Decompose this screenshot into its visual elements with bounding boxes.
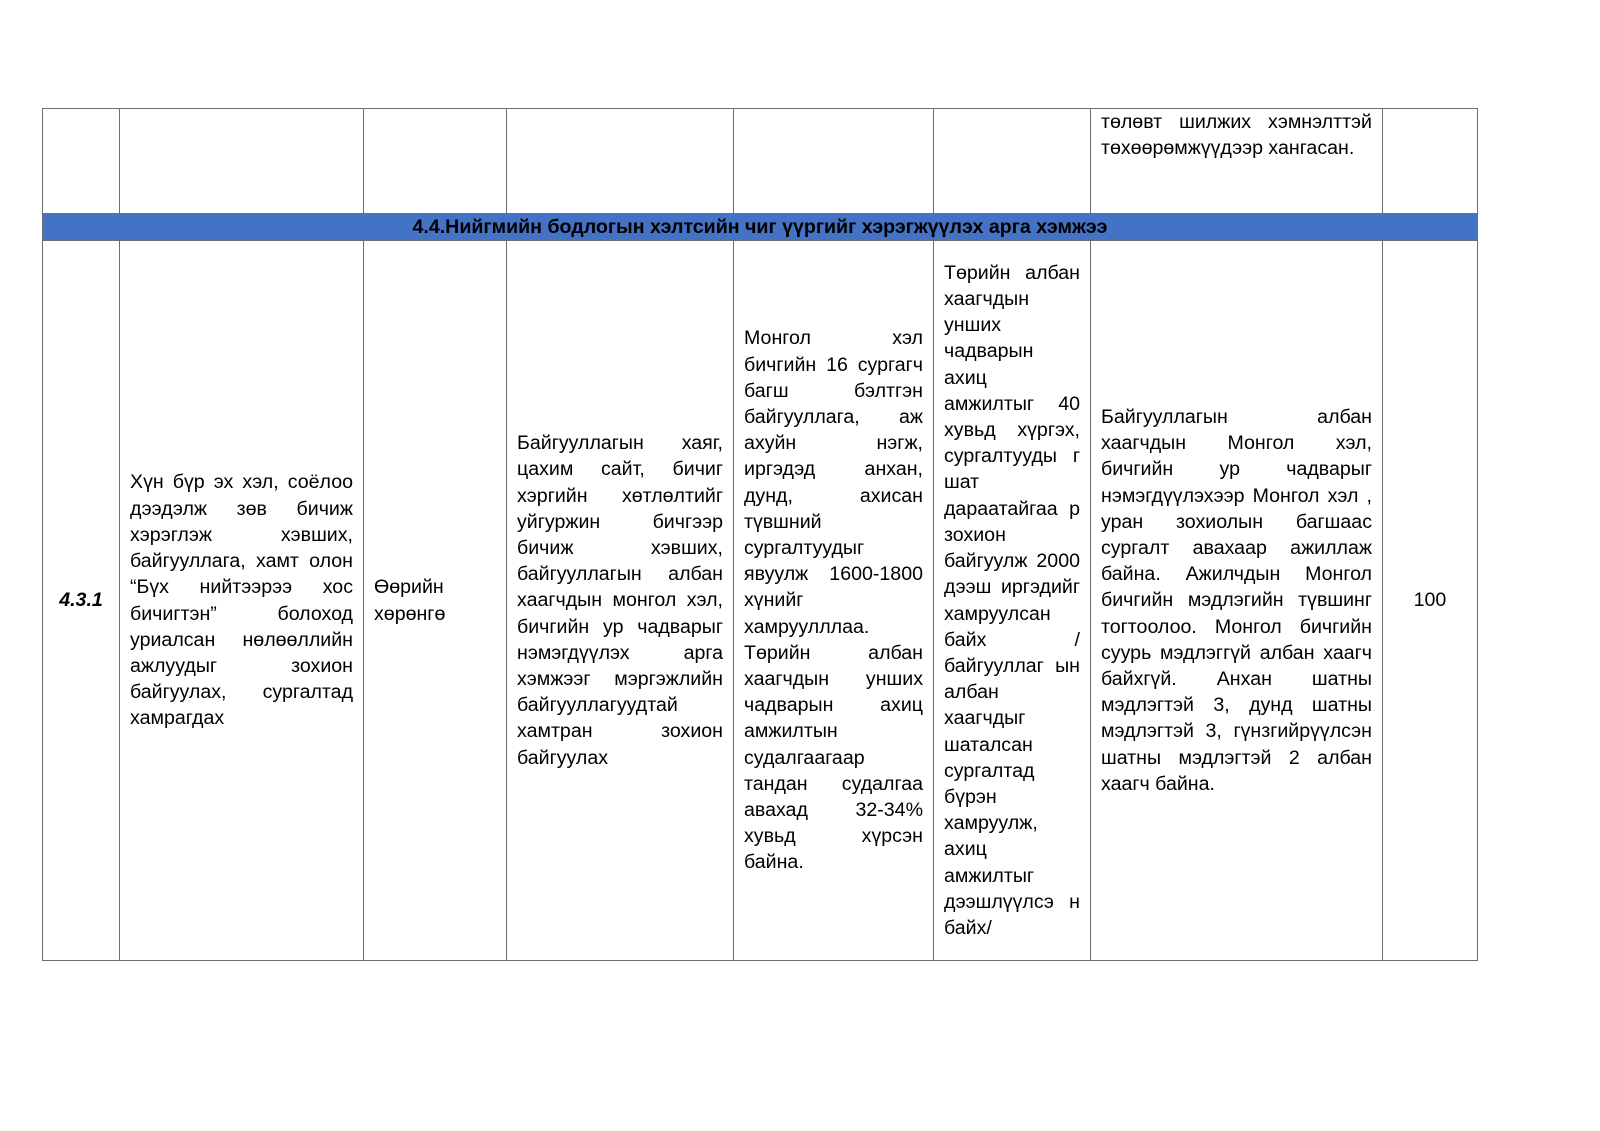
cell-empty [120, 109, 364, 214]
table-row [43, 241, 1478, 961]
funding-cell: Өөрийн хөрөнгө [364, 241, 507, 961]
continued-row [43, 109, 1478, 214]
percent-cell: 100 [1383, 241, 1478, 961]
target-cell: Төрийн албан хаагчдын унших чадварын ахиц амжилтыг 40 хувьд хүргэх, сургалтууды г шат дараатайгаа р зохион байгуулж 2000 дээш иргэдийг хамруулсан байх /байгууллаг ын албан хаагчдыг шаталсан сургалтад бүрэн хамруулж, ахиц амжилтыг дээшлүүлсэ н байх/ [934, 241, 1091, 961]
cell-empty [364, 109, 507, 214]
continued-result-cell [1091, 109, 1383, 214]
result-cell: Байгууллагын албан хаагчдын Монгол хэл, бичгийн ур чадварыг нэмэгдүүлэхээр Монгол хэл , уран зохиолын багшаас сургалт авахаар ажиллаж байна. Ажилчдын Монгол бичгийн мэдлэгийн түвшинг тогтоолоо. Монгол бичгийн суурь мэдлэггүй албан хаагч байхгүй. Анхан шатны мэдлэгтэй 3, дунд шатны мэдлэгтэй 3, гүнзгийрүүлсэн шатны мэдлэгтэй 2 албан хаагч байна. [1091, 241, 1383, 961]
cell-empty [507, 109, 734, 214]
cell-empty [734, 109, 934, 214]
objective-cell: Хүн бүр эх хэл, соёлоо дээдэлж зөв бичиж хэрэглэж хэвших, байгууллага, хамт олон “Бүх нийтээрээ хос бичигтэн” болоход уриалсан нөлөөллийн ажлуудыг зохион байгуулах, сургалтад хамрагдах [120, 241, 364, 961]
baseline-cell: Монгол хэл бичгийн 16 сургагч багш бэлтгэн байгууллага, аж ахуйн нэгж, иргэдэд анхан, дунд, ахисан түвшний сургалтуудыг явуулж 1600-1800 хүнийг хамруулллаа. Төрийн албан хаагчдын унших чадварын ахиц амжилтын судалгаагаар тандан судалгаа авахад 32-34% хувьд хүрсэн байна. [734, 241, 934, 961]
cell-empty [43, 109, 120, 214]
cell-empty [934, 109, 1091, 214]
plan-table [42, 108, 1478, 961]
row-code: 4.3.1 [43, 241, 120, 961]
activity-cell: Байгууллагын хаяг, цахим сайт, бичиг хэргийн хөтлөлтийг уйгуржин бичгээр бичиж хэвших, байгууллагын албан хаагчдын монгол хэл, бичгийн ур чадварыг нэмэгдүүлэх арга хэмжээг мэргэжлийн байгууллагуудтай хамтран зохион байгуулах [507, 241, 734, 961]
section-heading-row [43, 214, 1478, 241]
section-heading: 4.4.Нийгмийн бодлогын хэлтсийн чиг үүргийг хэрэгжүүлэх арга хэмжээ [43, 214, 1478, 241]
continued-result-text: төлөвт шилжих хэмнэлттэй төхөөрөмжүүдээр хангасан. [1101, 111, 1372, 160]
cell-empty [1383, 109, 1478, 214]
